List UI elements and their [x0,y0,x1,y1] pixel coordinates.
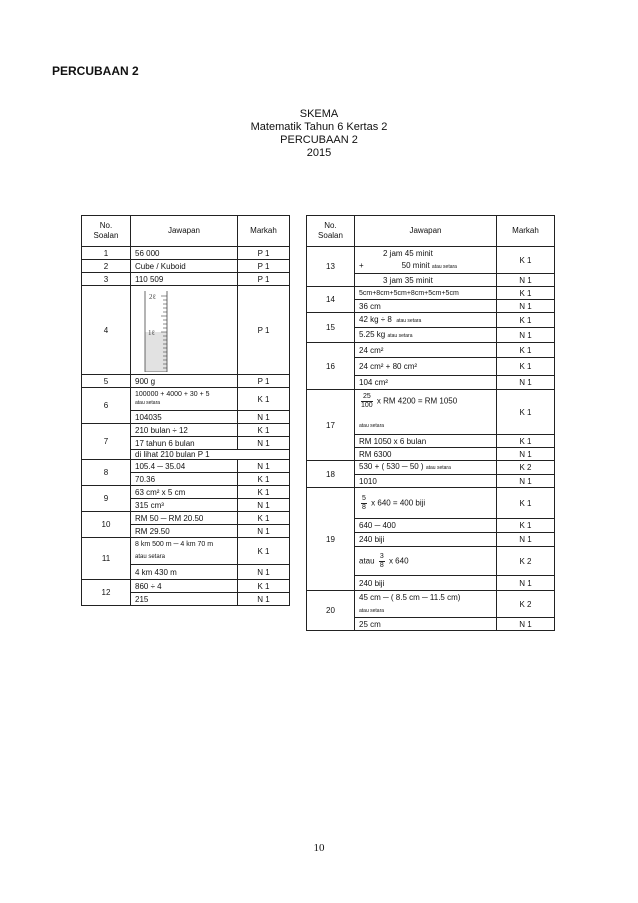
mark-cell: N 1 [238,437,290,450]
answer-cell: 100000 + 4000 + 30 + 5 atau setara [131,388,238,411]
question-number: 20 [307,591,355,631]
answer-cell: 45 cm ─ ( 8.5 cm ─ 11.5 cm) atau setara [355,591,497,618]
question-number: 16 [307,343,355,390]
beaker-diagram [135,288,175,372]
answer-note: di lihat 210 bulan P 1 [131,450,290,460]
table-row [307,390,555,435]
answer-cell: RM 29.50 [131,525,238,538]
mark-cell: K 1 [238,424,290,437]
beaker-label-mid: 1ℓ [148,329,155,337]
answer-cell: 860 ÷ 4 [131,580,238,593]
table-row [82,260,290,273]
answer-cell [131,286,238,375]
mark-cell: N 1 [497,274,555,287]
scheme-title [0,108,638,160]
mark-cell: P 1 [238,286,290,375]
table-row [82,486,290,499]
mark-cell: K 1 [497,519,555,533]
table-row [307,247,555,274]
mark-cell: N 1 [238,593,290,606]
answer-cell: 210 bulan ÷ 12 [131,424,238,437]
answer-cell: 4 km 430 m [131,565,238,580]
table-header-row [82,216,290,247]
mark-cell: N 1 [497,533,555,547]
table-row [82,580,290,593]
answer-cell: 315 cm³ [131,499,238,512]
mark-cell: K 1 [497,287,555,300]
question-number: 13 [307,247,355,287]
question-number: 15 [307,313,355,343]
mark-cell: N 1 [497,448,555,461]
header-no-soalan: No. Soalan [307,216,355,247]
answer-table-left [81,215,290,606]
answer-cell: 640 ─ 400 [355,519,497,533]
question-number: 18 [307,461,355,488]
mark-cell: N 1 [497,300,555,313]
table-row [82,375,290,388]
question-number: 11 [82,538,131,580]
mark-cell: K 1 [497,390,555,435]
answer-cell: atau $\frac{3}{8}$ x 640 [355,547,497,576]
header-jawapan: Jawapan [131,216,238,247]
mark-cell: N 1 [238,525,290,538]
answer-cell: 70.36 [131,473,238,486]
mark-cell: K 1 [238,486,290,499]
answer-cell: 24 cm² + 80 cm² [355,358,497,376]
table-row [82,512,290,525]
header-jawapan: Jawapan [355,216,497,247]
table-row [82,538,290,565]
mark-cell: N 1 [497,475,555,488]
question-number: 5 [82,375,131,388]
mark-cell: K 2 [497,591,555,618]
mark-cell: N 1 [238,565,290,580]
mark-cell: N 1 [238,460,290,473]
table-row [82,286,290,375]
mark-cell: P 1 [238,247,290,260]
question-number: 19 [307,488,355,591]
question-number: 10 [82,512,131,538]
beaker-label-top: 2ℓ [149,293,156,301]
answer-cell: 63 cm² x 5 cm [131,486,238,499]
answer-cell: 104 cm² [355,376,497,390]
mark-cell: K 1 [238,512,290,525]
table-row [307,313,555,328]
table-row [82,247,290,260]
table-row [82,388,290,411]
mark-cell: P 1 [238,273,290,286]
table-row [82,273,290,286]
question-number: 8 [82,460,131,486]
answer-cell: 56 000 [131,247,238,260]
answer-cell: RM 1050 x 6 bulan [355,435,497,448]
title-line-2: Matematik Tahun 6 Kertas 2 [250,121,388,133]
mark-cell: N 1 [238,411,290,424]
table-row [82,460,290,473]
mark-cell: N 1 [497,376,555,390]
header-markah: Markah [238,216,290,247]
mark-cell: K 2 [497,461,555,475]
question-number: 17 [307,390,355,461]
answer-cell: 105.4 ─ 35.04 [131,460,238,473]
answer-cell: 42 kg ÷ 8 atau setara [355,313,497,328]
mark-cell: K 1 [238,580,290,593]
page-number: 10 [313,842,325,854]
answer-cell: 25 cm [355,618,497,631]
answer-cell: 240 biji [355,533,497,547]
answer-cell: 5cm+8cm+5cm+8cm+5cm+5cm [355,287,497,300]
mark-cell: K 1 [497,358,555,376]
page-heading: PERCUBAAN 2 [52,64,139,78]
answer-cell: 900 g [131,375,238,388]
table-row [82,424,290,437]
question-number: 12 [82,580,131,606]
table-header-row [307,216,555,247]
answer-cell: $\frac{5}{8}$ x 640 = 400 biji [355,488,497,519]
question-number: 2 [82,260,131,273]
mark-cell: K 1 [497,313,555,328]
answer-cell: $\frac{25}{100}$ x RM 4200 = RM 1050 atau setara [355,390,497,435]
table-row [307,591,555,618]
fraction: $\frac{3}{8}$ [379,552,384,569]
header-no-soalan: No. Soalan [82,216,131,247]
answer-cell: RM 50 ─ RM 20.50 [131,512,238,525]
question-number: 9 [82,486,131,512]
answer-cell: 110 509 [131,273,238,286]
answer-cell: 530 + ( 530 ─ 50 ) atau setara [355,461,497,475]
answer-cell: 3 jam 35 minit [355,274,497,287]
answer-cell: 17 tahun 6 bulan [131,437,238,450]
answer-cell: 215 [131,593,238,606]
answer-cell: RM 6300 [355,448,497,461]
question-number: 6 [82,388,131,424]
question-number: 3 [82,273,131,286]
mark-cell: K 1 [497,343,555,358]
mark-cell: N 1 [497,328,555,343]
mark-cell: P 1 [238,260,290,273]
answer-cell: 8 km 500 m ─ 4 km 70 m atau setara [131,538,238,565]
answer-cell: 24 cm² [355,343,497,358]
table-row [307,343,555,358]
mark-cell: N 1 [238,499,290,512]
mark-cell: P 1 [238,375,290,388]
fraction: $\frac{5}{8}$ [362,494,366,511]
question-number: 4 [82,286,131,375]
answer-cell: 2 jam 45 minit + 50 minit atau setara [355,247,497,274]
mark-cell: N 1 [497,618,555,631]
question-number: 1 [82,247,131,260]
mark-cell: K 2 [497,547,555,576]
answer-cell: 36 cm [355,300,497,313]
title-line-4: 2015 [306,147,332,159]
answer-table-right [306,215,555,631]
fraction: $\frac{25}{100}$ [361,393,373,409]
header-markah: Markah [497,216,555,247]
answer-cell: 240 biji [355,576,497,591]
question-number: 14 [307,287,355,313]
mark-cell: K 1 [238,388,290,411]
answer-cell: Cube / Kuboid [131,260,238,273]
mark-cell: K 1 [238,473,290,486]
mark-cell: K 1 [497,247,555,274]
question-number: 7 [82,424,131,460]
mark-cell: N 1 [497,576,555,591]
table-row [307,488,555,519]
mark-cell: K 1 [497,488,555,519]
answer-cell: 104035 [131,411,238,424]
table-row [307,287,555,300]
mark-cell: K 1 [238,538,290,565]
answer-cell: 1010 [355,475,497,488]
mark-cell: K 1 [497,435,555,448]
answer-cell: 5.25 kg atau setara [355,328,497,343]
title-line-1: SKEMA [299,108,339,120]
table-row [307,461,555,475]
title-line-3: PERCUBAAN 2 [280,134,358,146]
